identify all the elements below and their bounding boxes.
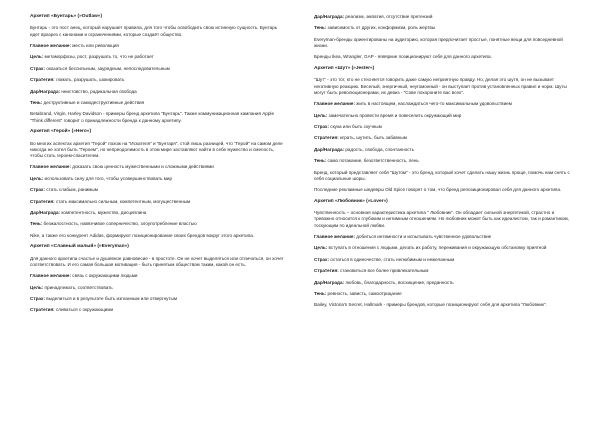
field-label: Тень: [30,221,43,227]
field-label: Цель: [30,175,44,181]
field-label: Цель: [30,284,44,290]
section-heading: Архетип «Бунтарь» (»Outlaw«) [30,14,103,19]
field-label: Главное желание: [30,273,71,279]
paragraph: Bailey, Victoria's Secret, Hallmark - примеры брендов, которые позиционируют себя для архетипа "Любовник". [314,302,547,308]
field-label: Главное желание: [30,43,71,49]
field-label: Дар/Награда: [30,88,61,94]
field-value: становиться все более привлекательным [338,268,429,274]
field-label: Цель: [314,112,328,118]
section-heading: Архетип «Шут» (»Jester«) [314,65,375,71]
field-value: использовать силу для того, чтобы усовершенствовать мир [43,175,173,181]
field-value: замечательно провести время и повеселить окружающий мир [327,112,462,118]
field-line [314,124,572,130]
paragraph: Бренд, который представляет себя "Шутом" - это бренд, который хочет сделать нашу жизнь проще, помочь нам снять с себя социальные шоры. [314,169,570,181]
field-line [314,257,572,263]
field-line [30,187,288,193]
field-label: Стратегия: [30,77,55,83]
field-line [30,296,288,302]
field-value: связь с окружающими людьми [71,273,138,279]
field-label: Тень: [314,290,327,296]
paragraph: Во многих аспектах архетип "Герой" похож на "Искателя" и "Бунтаря", стой лишь разницей, что "Герой" на самом деле никогда не хотел быть "Героем", но непреодолимость в этом мире заставляют найти в себе мужество и смелость, чтобы стать героем-спасителем. [30,140,283,159]
section-heading: Архетип «Любовник» (»Lover«) [314,198,388,204]
field-line [30,285,288,291]
field-label: Страх: [30,296,46,302]
field-line [314,135,572,141]
field-label: Страх: [314,124,330,130]
paragraph: Бунтарь - это пост анец, который нарушает правила, для того чтобы освободить свою истинную сущность. Бунтарь идет вразрез с канонами и ограничениями, которые создаёт общество. [30,25,278,37]
field-label: Главное желание: [30,164,71,170]
field-value: реализм, эмпатия, отсутствие претензий [344,14,433,19]
paragraph: Betabrand, Virgin, Harley Davidson - примеры бренд архетипа "Бунтарь". Также коммуникационная кампания Apple "Think different" говорит о принадлежности бренда к данному архетипу. [30,111,274,123]
field-label: Тень: [314,25,327,31]
field-line [314,147,572,153]
field-label: Дар/Награда: [314,14,345,19]
field-value: скука или быть скучным [329,124,382,130]
paragraph: Everyman-бренды ориентированы на аудиторию, которая предпочитает простые, понятные вещи для повседневной жизни. [314,36,563,49]
paragraph: "Шут" - это тот, кто не стесняется говорить даже самую неприятную правду. Но, делая это шутя, он не вызывает негативную реакцию. Веселый, энергичный, неугомонный - он выступает против установленных правил и норм. Шуты могут быть революционерами, их девиз - "Сове похороните вас всех". [314,77,567,95]
field-value: принадлежать, соответствовать [43,284,113,290]
field-line [30,307,288,313]
field-label: Главное желание: [314,101,355,107]
field-line [314,113,572,119]
field-line [314,268,572,274]
field-label: Дар/Награда: [314,279,345,285]
right-column [314,14,572,314]
field-line [30,164,288,170]
field-label: Цель: [314,245,328,251]
field-line [30,199,288,205]
field-line [314,14,572,20]
field-line [314,25,572,31]
field-value: выделиться и в результате быть изгнанным или отвергнутым [45,296,178,302]
field-line [314,245,572,251]
field-value: метаморфозы, рост, разрушать то, что не работает [43,54,154,60]
field-label: Стратегия: [314,268,339,274]
field-label: Страх: [314,256,330,262]
field-value: добиться интимности и испытывать чувственное удовольствие [355,234,492,240]
paragraph: Бренды Ikea, Wrangler, GAP - яяяяркие позиционируют себя для данного архетипа. [314,54,492,60]
paragraph: Nike, а также его конкурент Adidas, формируют позиционирование своих брендов вокруг этого архетипа. [30,232,255,238]
field-value: остаться в одиночестве, стать нелюбимым и нежеланным [329,256,455,262]
field-line [30,66,288,72]
field-value: само потакание, безответственность, лень [326,158,419,164]
field-value: оказаться бессильным, заурядным, непоследовательным [45,65,170,71]
field-line [30,210,288,216]
field-label: Дар/Награда: [30,210,61,216]
section-heading: Архетип «Герой» (»Hero«) [30,129,92,135]
field-line [314,158,572,164]
field-value: стать максимально сильным, компетентным, могущественным [54,198,191,204]
field-value: зависимость от других, конформизм, роль жертвы [326,25,436,31]
field-value: жить в настоящем, наслаждаться чего-то максимальным удовольствием [355,101,512,107]
field-label: Стратегия: [314,135,339,141]
field-line [314,101,572,107]
field-label: Стратегия: [30,198,55,204]
section-heading: Архетип «Славный малый» (»Everyman«) [30,244,129,250]
field-label: Главное желание: [314,234,355,240]
field-label: Страх: [30,65,46,71]
field-value: стать слабым, ранимым [45,187,98,193]
field-value: безжалостность, навязчивое соперничество, злоупотребление властью [42,221,197,227]
field-value: компетентность, мужество, дисциплина [60,210,147,216]
field-line [314,234,572,240]
field-label: Стратегия: [30,307,55,313]
field-value: радость, свобода, спонтанность [344,146,415,152]
field-label: Дар/Награда: [314,146,345,152]
paragraph: Для данного архетипа счастье и душевное равновесие - в простоте. Он не хочет выделяться или отличаться, он хочет соответствовать. И его самая большая мотивация - быть принятым обществом таким, какой он есть. [30,255,284,267]
field-value: доказать свою ценность мужественными и сложными действиями [71,164,214,170]
field-line [30,54,288,60]
field-line [30,273,288,279]
paragraph: Чувственность – основная характеристика архетипа " Любовник". Он обладает сильной энергетикой, страстно и тревожно относится к глубоким и интимным отношениям. Но любовник может быть как идеалистом, так и романтиком, тоскующим по идеальной любви. [314,210,569,228]
field-value: ревность, зависть, самоотрицание [326,290,402,296]
field-value: месть или революция [71,43,119,49]
left-column [30,14,288,319]
field-value: деструктивные и самодеструктивные действия [42,100,145,106]
field-line [314,280,572,286]
field-line [30,221,288,227]
field-value: неистовство, радикальная свобода [60,88,137,94]
paragraph: Последние рекламные шедевры Old Spice говорят о том, что бренд репозиционировал себя для данного архетипа. [314,187,562,193]
field-label: Тень: [314,158,327,164]
field-value: вступать в отношения с людьми, делать их работу, переживания и окружающую обстановку приятной [327,245,547,251]
field-label: Цель: [30,54,44,60]
field-line [30,100,288,106]
field-line [30,77,288,83]
field-label: Страх: [30,187,46,193]
field-label: Тень: [30,100,43,106]
field-line [30,43,288,49]
field-line [30,89,288,95]
field-line [30,176,288,182]
field-line [314,291,572,297]
field-value: играть, шутить, быть забавным [338,135,407,141]
field-value: любовь, благодарность, восхищение, преданность [344,279,454,285]
field-value: сливаться с окружающими [54,307,114,313]
field-value: ломать, разрушать, шокировать [54,77,125,83]
